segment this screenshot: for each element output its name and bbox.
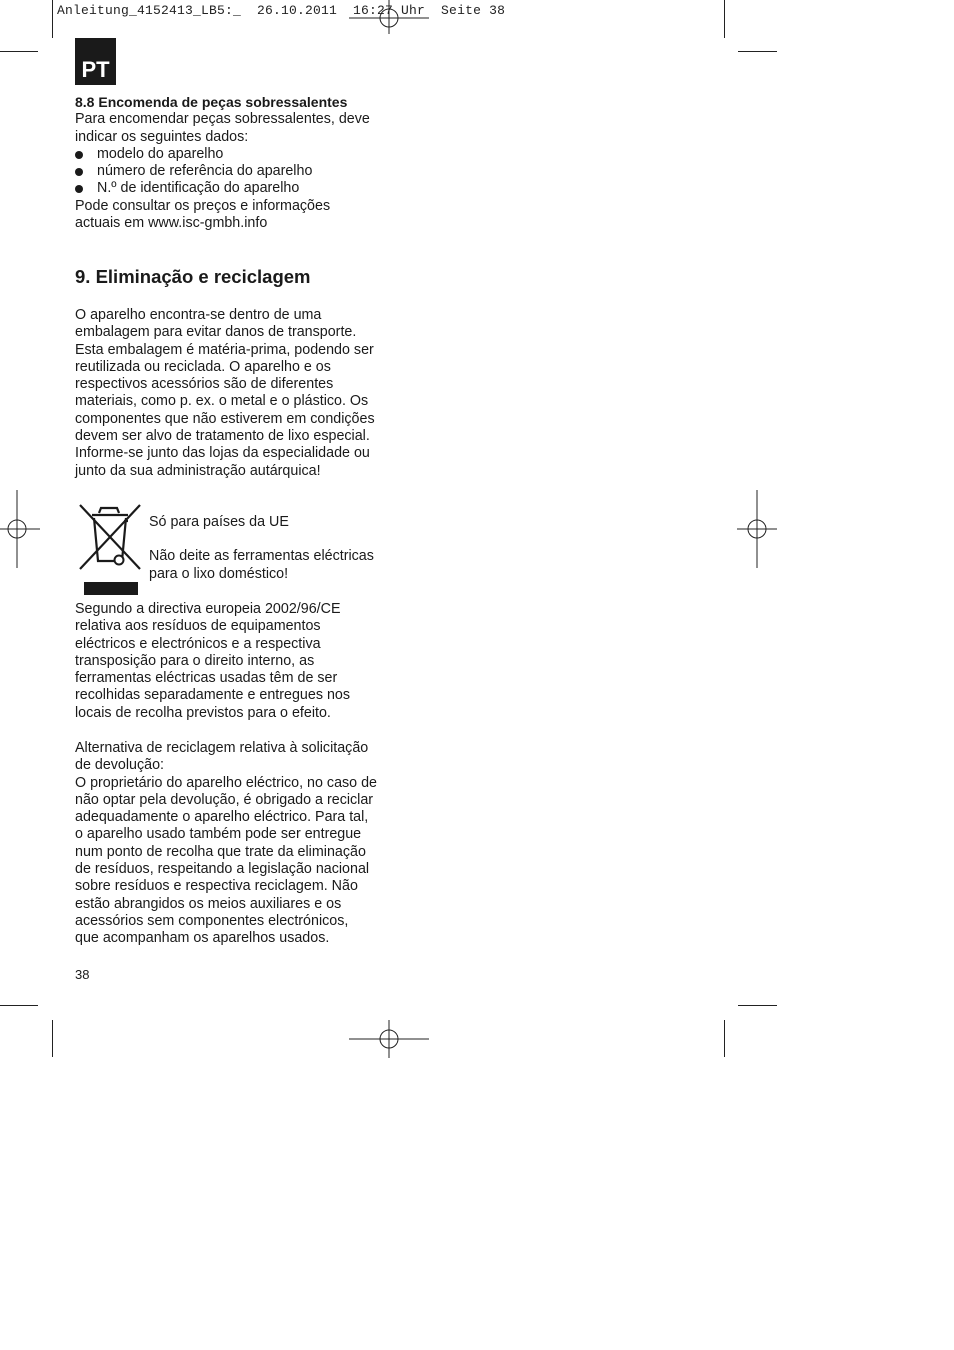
- no-household-line: Não deite as ferramentas eléctricas: [149, 548, 374, 565]
- list-item: [75, 163, 385, 180]
- crop-mark: [0, 1005, 38, 1006]
- text-line: respectivos acessórios são de diferentes: [75, 376, 334, 393]
- registration-mark-icon: [349, 1020, 429, 1058]
- text-line: componentes que não estiverem em condições: [75, 410, 375, 427]
- intro-line: Para encomendar peças sobressalentes, deve: [75, 111, 370, 128]
- bullet-icon: [75, 185, 83, 193]
- weee-notice: [149, 514, 389, 583]
- section-spare-parts: [75, 94, 385, 232]
- text-line: o aparelho usado também pode ser entregue: [75, 826, 362, 843]
- text-line: O aparelho encontra-se dentro de uma: [75, 307, 322, 323]
- list-item-label: número de referência do aparelho: [97, 163, 313, 180]
- text-line: que acompanham os aparelhos usados.: [75, 930, 330, 947]
- section-heading: 8.8 Encomenda de peças sobressalentes: [75, 94, 348, 110]
- outro-line: actuais em www.isc-gmbh.info: [75, 215, 268, 232]
- list-item: [75, 146, 385, 163]
- crossed-out-wheelie-bin-icon: [78, 503, 142, 598]
- outro-line: Pode consultar os preços e informações: [75, 197, 331, 214]
- text-line: O proprietário do aparelho eléctrico, no caso de: [75, 774, 378, 791]
- text-line: não optar pela devolução, é obrigado a reciclar: [75, 791, 374, 808]
- spacer: [149, 531, 389, 548]
- info-list: [75, 146, 385, 198]
- list-item-label: N.º de identificação do aparelho: [97, 180, 300, 197]
- crop-mark: [724, 0, 725, 38]
- registration-mark-icon: [0, 490, 40, 568]
- text-line: sobre resíduos e respectiva reciclagem. Não: [75, 878, 358, 895]
- text-line: transposição para o direito interno, as: [75, 652, 315, 669]
- crop-mark: [0, 51, 38, 52]
- print-header: Anleitung_4152413_LB5:_ 26.10.2011 16:27 Uhr Seite 38: [57, 3, 506, 18]
- language-badge: PT: [75, 38, 116, 85]
- text-line: eléctricos e electrónicos e a respectiva: [75, 635, 321, 652]
- text-line: adequadamente o aparelho eléctrico. Para tal,: [75, 809, 369, 826]
- bullet-icon: [75, 151, 83, 159]
- crop-mark: [738, 51, 777, 52]
- text-line: junto da sua administração autárquica!: [75, 462, 321, 479]
- directive-paragraph: [75, 601, 385, 722]
- text-line: Alternativa de reciclagem relativa à solicitação: [75, 740, 369, 756]
- registration-mark-icon: [349, 0, 429, 34]
- text-line: de resíduos, respeitando a legislação nacional: [75, 861, 370, 878]
- section-heading-disposal: 9. Eliminação e reciclagem: [75, 266, 311, 287]
- text-line: num ponto de recolha que trate da eliminação: [75, 843, 366, 860]
- text-line: de devolução:: [75, 757, 165, 774]
- list-item-label: modelo do aparelho: [97, 145, 224, 162]
- text-line: devem ser alvo de tratamento de lixo especial.: [75, 428, 370, 445]
- text-line: materiais, como p. ex. o metal e o plástico. Os: [75, 393, 369, 410]
- bullet-icon: [75, 168, 83, 176]
- disposal-paragraph: [75, 307, 385, 480]
- text-line: acessórios sem componentes electrónicos,: [75, 912, 349, 929]
- text-line: ferramentas eléctricas usadas têm de ser: [75, 670, 338, 687]
- crop-mark: [738, 1005, 777, 1006]
- text-line: estão abrangidos os meios auxiliares e os: [75, 895, 342, 912]
- text-line: reutilizada ou reciclada. O aparelho e os: [75, 358, 331, 375]
- recycling-alternative-paragraph: [75, 740, 385, 948]
- intro-line: indicar os seguintes dados:: [75, 128, 249, 145]
- text-line: locais de recolha previstos para o efeito.: [75, 704, 331, 721]
- text-line: relativa aos resíduos de equipamentos: [75, 618, 321, 635]
- text-line: recolhidas separadamente e entregues nos: [75, 687, 350, 704]
- list-item: [75, 180, 385, 197]
- crop-mark: [52, 0, 53, 38]
- text-line: Informe-se junto das lojas da especialidade ou: [75, 445, 370, 462]
- no-household-line: para o lixo doméstico!: [149, 565, 289, 582]
- text-line: embalagem para evitar danos de transporte.: [75, 324, 357, 341]
- text-line: Esta embalagem é matéria-prima, podendo ser: [75, 341, 374, 358]
- text-line: Segundo a directiva europeia 2002/96/CE: [75, 601, 341, 617]
- eu-only-note: Só para países da UE: [149, 514, 289, 530]
- page-number: 38: [75, 967, 90, 982]
- crop-mark: [724, 1020, 725, 1057]
- registration-mark-icon: [737, 490, 777, 568]
- crop-mark: [52, 1020, 53, 1057]
